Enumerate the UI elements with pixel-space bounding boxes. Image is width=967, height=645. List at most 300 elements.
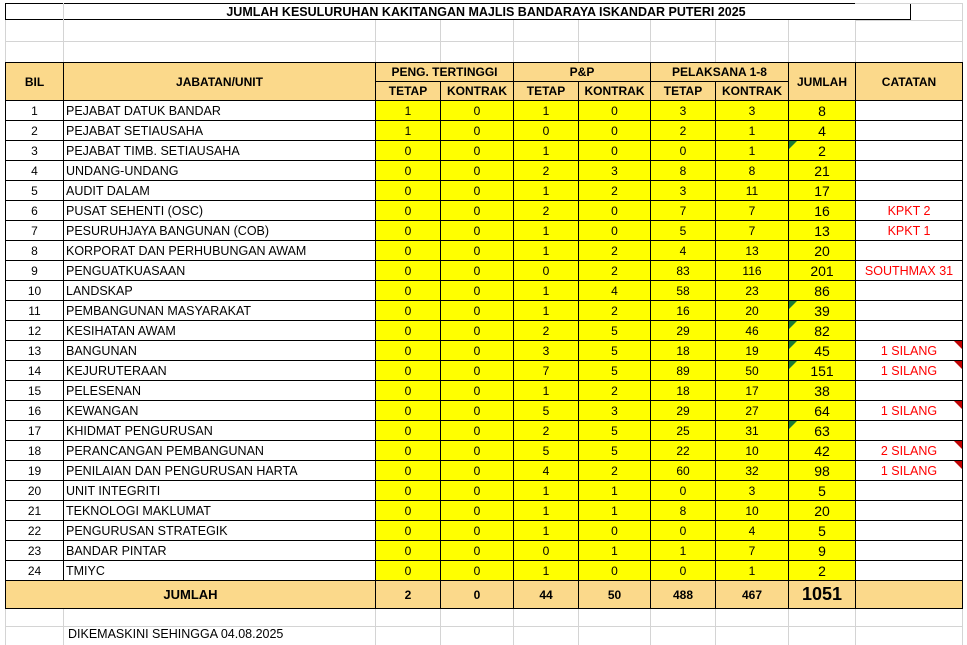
num-cell-text: 0 bbox=[404, 163, 412, 178]
num-cell bbox=[579, 501, 651, 521]
unit-cell bbox=[64, 381, 376, 401]
bil-cell-text: 8 bbox=[31, 243, 38, 258]
jumlah-cell-text: 5 bbox=[818, 522, 826, 539]
num-cell-text: 2 bbox=[542, 203, 550, 218]
num-cell bbox=[579, 521, 651, 541]
header-peng-tertinggi: PENG. TERTINGGI bbox=[376, 63, 514, 82]
table-footer bbox=[6, 581, 963, 609]
total-pt-tetap: 2 bbox=[376, 581, 441, 609]
jumlah-cell bbox=[789, 121, 856, 141]
num-cell-text: 5 bbox=[679, 223, 687, 238]
header-pelaksana-1-8: PELAKSANA 1-8 bbox=[651, 63, 789, 82]
num-cell-text: 1 bbox=[542, 503, 550, 518]
bil-cell-text: 19 bbox=[27, 463, 42, 478]
unit-cell-text: KHIDMAT PENGURUSAN bbox=[66, 423, 213, 438]
num-cell bbox=[441, 201, 514, 221]
unit-cell-text: PENGUATKUASAAN bbox=[66, 263, 186, 278]
bil-cell bbox=[6, 341, 64, 361]
note-cell bbox=[856, 421, 963, 441]
num-cell bbox=[441, 181, 514, 201]
num-cell-text: 0 bbox=[611, 523, 618, 538]
bil-cell-text: 17 bbox=[27, 423, 42, 438]
unit-cell-text: PENGURUSAN STRATEGIK bbox=[66, 523, 228, 538]
grand-total: 1051 bbox=[789, 581, 856, 609]
header-pel-kontrak: KONTRAK bbox=[716, 82, 789, 101]
bil-cell-text: 22 bbox=[27, 523, 42, 538]
num-cell bbox=[579, 321, 651, 341]
table-row bbox=[6, 341, 963, 361]
jumlah-cell bbox=[789, 461, 856, 481]
num-cell-text: 2 bbox=[611, 243, 618, 258]
table-row bbox=[6, 441, 963, 461]
num-cell-text: 0 bbox=[473, 243, 481, 258]
num-cell-text: 0 bbox=[611, 563, 618, 578]
table-header bbox=[6, 63, 963, 101]
unit-cell bbox=[64, 341, 376, 361]
note-cell bbox=[856, 201, 963, 221]
unit-cell bbox=[64, 141, 376, 161]
unit-cell bbox=[64, 241, 376, 261]
num-cell-text: 0 bbox=[404, 423, 412, 438]
num-cell-text: 0 bbox=[611, 103, 618, 118]
num-cell bbox=[579, 121, 651, 141]
num-cell bbox=[716, 201, 789, 221]
num-cell bbox=[651, 481, 716, 501]
table-row bbox=[6, 361, 963, 381]
num-cell bbox=[651, 281, 716, 301]
num-cell bbox=[579, 421, 651, 441]
num-cell-text: 1 bbox=[542, 563, 550, 578]
num-cell bbox=[441, 221, 514, 241]
num-cell bbox=[579, 541, 651, 561]
num-cell-text: 1 bbox=[611, 543, 618, 558]
num-cell-text: 3 bbox=[748, 103, 756, 118]
jumlah-cell-text: 64 bbox=[814, 402, 830, 419]
table-row bbox=[6, 141, 963, 161]
bil-cell-text: 21 bbox=[27, 503, 42, 518]
jumlah-cell bbox=[789, 301, 856, 321]
table-row bbox=[6, 181, 963, 201]
num-cell-text: 3 bbox=[679, 183, 687, 198]
num-cell-text: 0 bbox=[611, 203, 618, 218]
jumlah-cell-text: 98 bbox=[814, 462, 830, 479]
num-cell bbox=[514, 441, 579, 461]
header-pt-tetap: TETAP bbox=[376, 82, 441, 101]
num-cell bbox=[376, 401, 441, 421]
num-cell-text: 0 bbox=[473, 463, 481, 478]
num-cell-text: 0 bbox=[404, 563, 412, 578]
num-cell bbox=[716, 401, 789, 421]
num-cell-text: 0 bbox=[473, 483, 481, 498]
num-cell bbox=[651, 301, 716, 321]
green-corner-flag-icon bbox=[789, 341, 797, 349]
num-cell bbox=[579, 481, 651, 501]
num-cell-text: 0 bbox=[473, 523, 481, 538]
num-cell-text: 2 bbox=[542, 423, 550, 438]
num-cell bbox=[376, 221, 441, 241]
num-cell-text: 0 bbox=[473, 123, 481, 138]
num-cell bbox=[579, 141, 651, 161]
note-cell bbox=[856, 501, 963, 521]
num-cell-text: 1 bbox=[404, 123, 412, 138]
num-cell-text: 0 bbox=[473, 183, 481, 198]
note-cell-text: 1 SILANG bbox=[880, 463, 938, 478]
jumlah-cell-text: 5 bbox=[818, 482, 826, 499]
note-cell bbox=[856, 101, 963, 121]
num-cell bbox=[716, 521, 789, 541]
num-cell bbox=[716, 301, 789, 321]
jumlah-cell-text: 151 bbox=[810, 362, 834, 379]
num-cell-text: 0 bbox=[404, 283, 412, 298]
num-cell-text: 0 bbox=[542, 263, 550, 278]
jumlah-cell bbox=[789, 201, 856, 221]
num-cell bbox=[716, 141, 789, 161]
num-cell bbox=[441, 301, 514, 321]
num-cell bbox=[716, 501, 789, 521]
bil-cell bbox=[6, 181, 64, 201]
bil-cell-text: 15 bbox=[27, 383, 42, 398]
num-cell bbox=[716, 421, 789, 441]
num-cell-text: 1 bbox=[542, 303, 550, 318]
jumlah-cell bbox=[789, 421, 856, 441]
num-cell-text: 22 bbox=[676, 443, 690, 458]
jumlah-cell-text: 45 bbox=[814, 342, 830, 359]
num-cell-text: 0 bbox=[679, 523, 687, 538]
num-cell-text: 5 bbox=[611, 443, 618, 458]
table-row bbox=[6, 461, 963, 481]
num-cell-text: 2 bbox=[611, 463, 618, 478]
num-cell bbox=[514, 121, 579, 141]
unit-cell bbox=[64, 181, 376, 201]
num-cell-text: 0 bbox=[473, 363, 481, 378]
num-cell bbox=[441, 501, 514, 521]
num-cell bbox=[514, 341, 579, 361]
num-cell-text: 0 bbox=[473, 563, 481, 578]
jumlah-cell bbox=[789, 341, 856, 361]
num-cell-text: 0 bbox=[404, 343, 412, 358]
num-cell bbox=[651, 101, 716, 121]
num-cell-text: 1 bbox=[542, 103, 550, 118]
num-cell-text: 0 bbox=[404, 463, 412, 478]
num-cell-text: 3 bbox=[611, 403, 618, 418]
num-cell-text: 0 bbox=[404, 183, 412, 198]
num-cell-text: 2 bbox=[542, 323, 550, 338]
num-cell bbox=[514, 161, 579, 181]
jumlah-cell bbox=[789, 501, 856, 521]
num-cell bbox=[514, 281, 579, 301]
jumlah-cell-text: 2 bbox=[818, 142, 826, 159]
num-cell bbox=[376, 201, 441, 221]
bil-cell-text: 4 bbox=[31, 163, 38, 178]
num-cell-text: 0 bbox=[404, 323, 412, 338]
green-corner-flag-icon bbox=[789, 361, 797, 369]
header-bil: BIL bbox=[6, 63, 64, 101]
bil-cell bbox=[6, 561, 64, 581]
num-cell bbox=[376, 161, 441, 181]
jumlah-cell-text: 82 bbox=[814, 322, 830, 339]
unit-cell-text: KEWANGAN bbox=[66, 403, 139, 418]
num-cell bbox=[514, 561, 579, 581]
note-cell bbox=[856, 141, 963, 161]
num-cell-text: 1 bbox=[542, 283, 550, 298]
bil-cell bbox=[6, 521, 64, 541]
total-pp-tetap: 44 bbox=[514, 581, 579, 609]
unit-cell-text: KORPORAT DAN PERHUBUNGAN AWAM bbox=[66, 243, 307, 258]
jumlah-cell bbox=[789, 381, 856, 401]
num-cell bbox=[514, 361, 579, 381]
jumlah-cell-text: 86 bbox=[814, 282, 830, 299]
table-row bbox=[6, 221, 963, 241]
num-cell bbox=[441, 141, 514, 161]
num-cell bbox=[579, 341, 651, 361]
note-cell bbox=[856, 321, 963, 341]
num-cell bbox=[716, 221, 789, 241]
unit-cell bbox=[64, 441, 376, 461]
unit-cell-text: BANGUNAN bbox=[66, 343, 137, 358]
num-cell-text: 5 bbox=[542, 403, 550, 418]
jumlah-cell bbox=[789, 101, 856, 121]
jumlah-cell bbox=[789, 221, 856, 241]
unit-cell bbox=[64, 461, 376, 481]
num-cell-text: 3 bbox=[611, 163, 618, 178]
num-cell-text: 1 bbox=[542, 483, 550, 498]
num-cell-text: 4 bbox=[679, 243, 687, 258]
num-cell bbox=[441, 241, 514, 261]
num-cell bbox=[651, 141, 716, 161]
unit-cell bbox=[64, 161, 376, 181]
num-cell bbox=[651, 201, 716, 221]
num-cell-text: 3 bbox=[679, 103, 687, 118]
jumlah-cell bbox=[789, 261, 856, 281]
num-cell bbox=[514, 201, 579, 221]
unit-cell bbox=[64, 221, 376, 241]
bil-cell-text: 1 bbox=[31, 103, 38, 118]
num-cell bbox=[514, 321, 579, 341]
bil-cell bbox=[6, 401, 64, 421]
table-body bbox=[6, 101, 963, 581]
num-cell-text: 2 bbox=[611, 303, 618, 318]
jumlah-cell-text: 42 bbox=[814, 442, 830, 459]
unit-cell bbox=[64, 401, 376, 421]
num-cell-text: 83 bbox=[676, 263, 690, 278]
bil-cell bbox=[6, 301, 64, 321]
num-cell bbox=[651, 421, 716, 441]
jumlah-cell-text: 4 bbox=[818, 122, 826, 139]
num-cell bbox=[651, 121, 716, 141]
num-cell-text: 0 bbox=[404, 303, 412, 318]
num-cell bbox=[651, 261, 716, 281]
bil-cell bbox=[6, 141, 64, 161]
num-cell bbox=[716, 461, 789, 481]
num-cell bbox=[579, 381, 651, 401]
num-cell bbox=[376, 361, 441, 381]
num-cell-text: 5 bbox=[611, 323, 618, 338]
num-cell bbox=[514, 461, 579, 481]
num-cell-text: 0 bbox=[679, 483, 687, 498]
red-corner-flag-icon bbox=[954, 441, 962, 449]
num-cell bbox=[376, 381, 441, 401]
num-cell-text: 11 bbox=[745, 183, 759, 198]
num-cell bbox=[651, 181, 716, 201]
num-cell-text: 23 bbox=[745, 283, 759, 298]
num-cell-text: 3 bbox=[748, 483, 756, 498]
unit-cell-text: KEJURUTERAAN bbox=[66, 363, 167, 378]
num-cell-text: 7 bbox=[748, 543, 756, 558]
num-cell bbox=[376, 561, 441, 581]
num-cell bbox=[716, 481, 789, 501]
num-cell-text: 1 bbox=[748, 563, 756, 578]
num-cell bbox=[441, 421, 514, 441]
bil-cell bbox=[6, 501, 64, 521]
num-cell-text: 0 bbox=[679, 143, 687, 158]
num-cell bbox=[651, 221, 716, 241]
num-cell bbox=[441, 341, 514, 361]
jumlah-cell bbox=[789, 521, 856, 541]
bil-cell bbox=[6, 321, 64, 341]
num-cell-text: 1 bbox=[611, 483, 618, 498]
bil-cell-text: 7 bbox=[31, 223, 38, 238]
num-cell-text: 0 bbox=[473, 503, 481, 518]
unit-cell-text: PERANCANGAN PEMBANGUNAN bbox=[66, 443, 264, 458]
num-cell bbox=[716, 261, 789, 281]
num-cell bbox=[651, 161, 716, 181]
table-row bbox=[6, 381, 963, 401]
num-cell bbox=[514, 241, 579, 261]
num-cell bbox=[716, 441, 789, 461]
green-corner-flag-icon bbox=[789, 321, 797, 329]
jumlah-cell-text: 38 bbox=[814, 382, 830, 399]
num-cell bbox=[514, 421, 579, 441]
num-cell-text: 0 bbox=[404, 203, 412, 218]
header-jabatan-unit: JABATAN/UNIT bbox=[64, 63, 376, 101]
num-cell-text: 0 bbox=[473, 383, 481, 398]
num-cell-text: 0 bbox=[473, 143, 481, 158]
total-pel-tetap: 488 bbox=[651, 581, 716, 609]
num-cell-text: 0 bbox=[473, 403, 481, 418]
num-cell-text: 8 bbox=[679, 163, 687, 178]
num-cell-text: 7 bbox=[748, 203, 756, 218]
jumlah-cell bbox=[789, 161, 856, 181]
num-cell-text: 116 bbox=[742, 263, 762, 278]
bil-cell-text: 16 bbox=[27, 403, 42, 418]
num-cell-text: 5 bbox=[611, 363, 618, 378]
num-cell-text: 17 bbox=[745, 383, 759, 398]
num-cell-text: 1 bbox=[542, 143, 550, 158]
num-cell bbox=[514, 481, 579, 501]
num-cell-text: 0 bbox=[542, 123, 550, 138]
num-cell-text: 1 bbox=[542, 243, 550, 258]
num-cell-text: 0 bbox=[404, 543, 412, 558]
num-cell bbox=[376, 481, 441, 501]
num-cell bbox=[376, 261, 441, 281]
num-cell bbox=[441, 401, 514, 421]
num-cell bbox=[376, 441, 441, 461]
num-cell-text: 32 bbox=[745, 463, 759, 478]
num-cell bbox=[651, 361, 716, 381]
num-cell bbox=[651, 321, 716, 341]
num-cell bbox=[716, 341, 789, 361]
bil-cell bbox=[6, 461, 64, 481]
unit-cell bbox=[64, 321, 376, 341]
num-cell-text: 46 bbox=[745, 323, 759, 338]
gridline bbox=[5, 41, 962, 42]
num-cell-text: 0 bbox=[473, 323, 481, 338]
jumlah-cell-text: 39 bbox=[814, 302, 830, 319]
num-cell-text: 2 bbox=[611, 183, 618, 198]
table-row bbox=[6, 161, 963, 181]
num-cell bbox=[716, 381, 789, 401]
num-cell-text: 25 bbox=[676, 423, 690, 438]
bil-cell-text: 3 bbox=[31, 143, 38, 158]
num-cell-text: 0 bbox=[404, 363, 412, 378]
bil-cell bbox=[6, 421, 64, 441]
table-row bbox=[6, 421, 963, 441]
num-cell bbox=[651, 381, 716, 401]
table-row bbox=[6, 281, 963, 301]
num-cell bbox=[514, 261, 579, 281]
table-row bbox=[6, 521, 963, 541]
bil-cell-text: 14 bbox=[27, 363, 42, 378]
header-row-groups bbox=[6, 63, 963, 82]
num-cell-text: 1 bbox=[748, 123, 756, 138]
bil-cell bbox=[6, 281, 64, 301]
unit-cell bbox=[64, 421, 376, 441]
num-cell-text: 10 bbox=[745, 443, 759, 458]
num-cell-text: 0 bbox=[404, 403, 412, 418]
num-cell bbox=[441, 441, 514, 461]
num-cell bbox=[514, 181, 579, 201]
note-cell-text: 2 SILANG bbox=[880, 443, 938, 458]
note-cell bbox=[856, 521, 963, 541]
table-row bbox=[6, 201, 963, 221]
num-cell bbox=[579, 261, 651, 281]
num-cell-text: 0 bbox=[404, 223, 412, 238]
table-row bbox=[6, 121, 963, 141]
unit-cell-text: UNDANG-UNDANG bbox=[66, 163, 179, 178]
note-cell bbox=[856, 161, 963, 181]
num-cell bbox=[579, 161, 651, 181]
num-cell bbox=[376, 461, 441, 481]
num-cell bbox=[376, 141, 441, 161]
red-corner-flag-icon bbox=[954, 341, 962, 349]
unit-cell bbox=[64, 521, 376, 541]
num-cell bbox=[651, 341, 716, 361]
red-corner-flag-icon bbox=[954, 461, 962, 469]
num-cell bbox=[441, 321, 514, 341]
num-cell-text: 50 bbox=[745, 363, 759, 378]
jumlah-cell bbox=[789, 401, 856, 421]
green-corner-flag-icon bbox=[789, 421, 797, 429]
total-pp-kontrak: 50 bbox=[579, 581, 651, 609]
num-cell-text: 7 bbox=[542, 363, 550, 378]
num-cell-text: 2 bbox=[679, 123, 687, 138]
num-cell-text: 4 bbox=[611, 283, 618, 298]
bil-cell bbox=[6, 101, 64, 121]
num-cell bbox=[579, 201, 651, 221]
num-cell bbox=[441, 541, 514, 561]
num-cell bbox=[441, 361, 514, 381]
unit-cell-text: PESURUHJAYA BANGUNAN (COB) bbox=[66, 223, 270, 238]
bil-cell bbox=[6, 361, 64, 381]
num-cell-text: 16 bbox=[676, 303, 690, 318]
unit-cell bbox=[64, 361, 376, 381]
bil-cell-text: 12 bbox=[27, 323, 42, 338]
num-cell bbox=[651, 401, 716, 421]
num-cell-text: 0 bbox=[473, 223, 481, 238]
jumlah-cell bbox=[789, 361, 856, 381]
bil-cell-text: 23 bbox=[27, 543, 42, 558]
num-cell bbox=[441, 521, 514, 541]
